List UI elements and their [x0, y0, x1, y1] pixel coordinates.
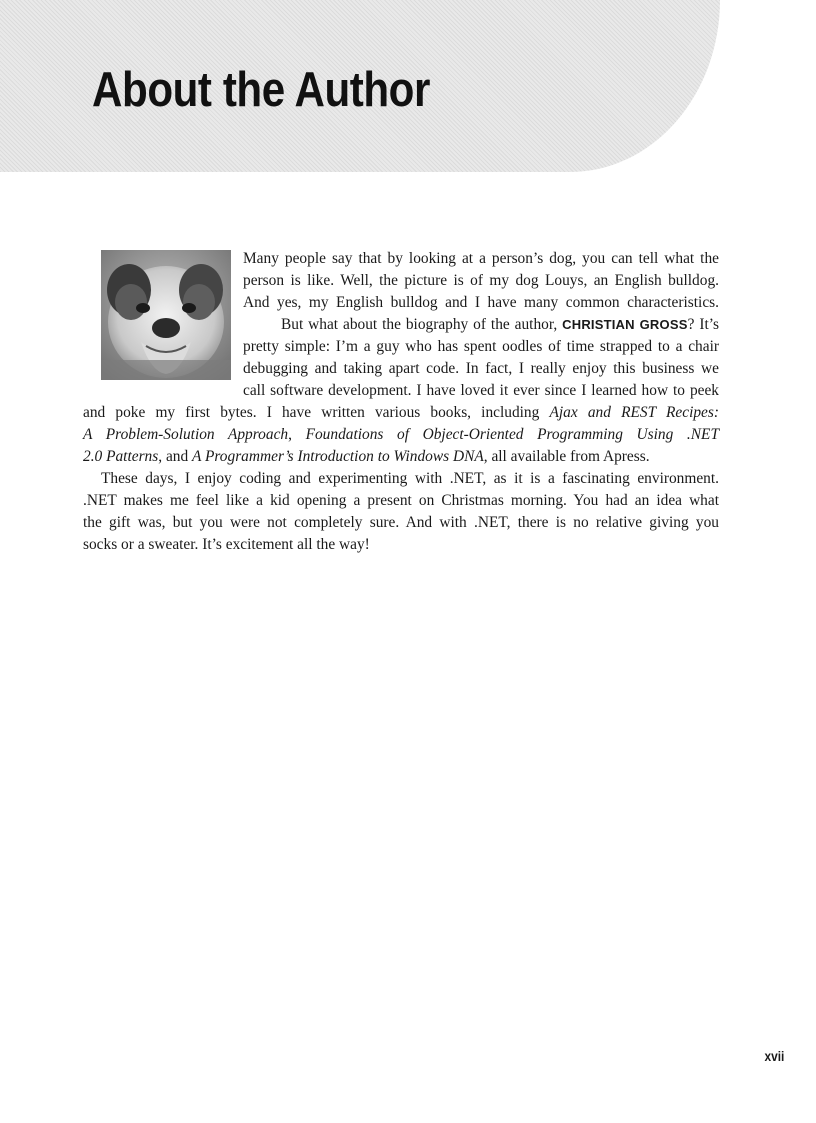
bio-line: person is like. Well, the picture is of my dog Louys, an English bulldog. — [243, 272, 719, 289]
page-number: xvii — [764, 1048, 784, 1064]
page-title: About the Author — [92, 63, 430, 117]
bio-line: And yes, my English bulldog and I have many common characteristics. — [243, 294, 719, 311]
bio-line: debugging and taking apart code. In fact, I really enjoy this business we — [243, 360, 719, 377]
book-title: Foundations of Object-Oriented Programming Using .NET — [305, 426, 719, 443]
bio-line: These days, I enjoy coding and experimenting with .NET, as it is a fascinating environment. — [101, 470, 719, 487]
bio-line: Many people say that by looking at a person’s dog, you can tell what the — [243, 250, 719, 267]
bio-line — [83, 446, 719, 468]
bio-text: and poke my first bytes. I have written various books, including — [83, 404, 550, 421]
book-title: Ajax and REST Recipes: — [549, 404, 720, 421]
author-name: CHRISTIAN GROSS — [562, 317, 688, 332]
bio-text: , and — [158, 448, 193, 465]
bio-line: pretty simple: I’m a guy who has spent oodles of time strapped to a chair — [243, 338, 719, 355]
bio-text: ? It’s — [687, 316, 719, 333]
bio-text: , — [288, 426, 306, 443]
bio-line: socks or a sweater. It’s excitement all the way! — [83, 536, 370, 553]
bio-line — [83, 402, 719, 424]
bio-line — [281, 314, 719, 336]
book-title: 2.0 Patterns — [83, 448, 159, 465]
author-dog-photo — [101, 250, 231, 380]
bio-text: But what about the biography of the author, — [281, 316, 563, 333]
bio-line: the gift was, but you were not completely sure. And with .NET, there is no relative giving you — [83, 514, 719, 531]
book-title: A Programmer’s Introduction to Windows DNA — [192, 448, 484, 465]
bio-line: call software development. I have loved it ever since I learned how to peek — [243, 382, 719, 399]
bio-line: .NET makes me feel like a kid opening a present on Christmas morning. You had an idea what — [83, 492, 719, 509]
bio-line — [83, 424, 719, 446]
book-title: A Problem-Solution Approach — [83, 426, 289, 443]
bio-text: , all available from Apress. — [483, 448, 650, 465]
